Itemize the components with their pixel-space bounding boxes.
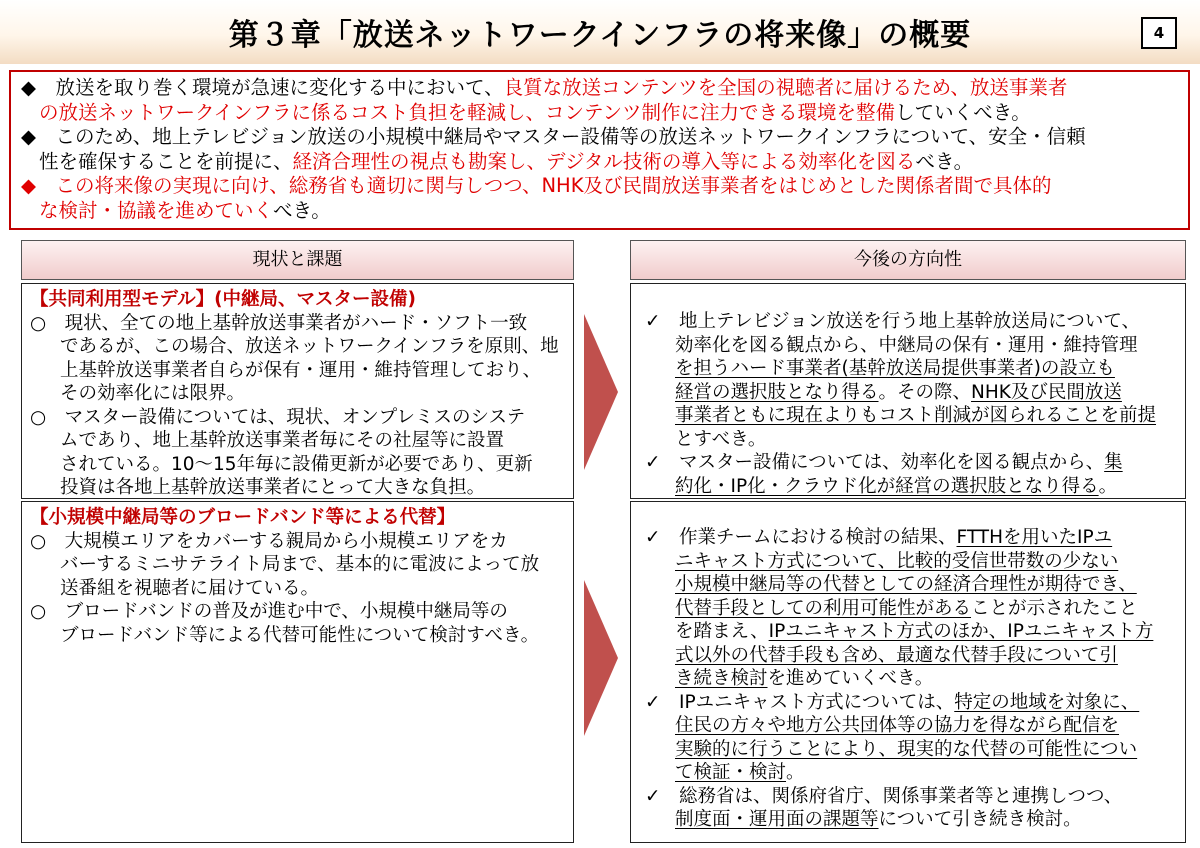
text-run: を進めていくべき。 [767,668,934,689]
text-run: 。その際、 [878,381,972,403]
direction-line [645,428,1179,452]
body-line: ○ 大規模エリアをカバーする親局から小規模エリアをカ [30,530,508,552]
body-line: ○ ブロードバンドの普及が進む中で、小規模中継局等の [30,601,508,622]
text-run: 住民の方々や地方公共団体等の協力を得ながら配信を [675,715,1120,736]
text-run: 経済合理性の視点も勘案し、デジタル技術の導入等による効率化を図る [292,149,916,173]
arrow-right-icon [584,314,618,470]
page-title: 第３章「放送ネットワークインフラの将来像」の概要 [228,18,972,53]
text-run: 代替手段としての利用可能性がある [675,597,972,619]
direction-line [645,381,1179,405]
right-section-shared-model [630,283,1186,499]
left-section-shared-model [21,283,574,499]
summary-line [21,150,1178,175]
text-run: 将来像の実現に向け、総務省も適切に関与しつつ、NHK及び民間放送事業者をはじめとした関係者間で具体的 [94,174,1052,197]
text-run: 。 [1098,475,1118,497]
body-line: されている。10～15年毎に設備更新が必要であり、更新 [60,453,533,475]
text-run: 良質な放送コンテンツを全国の視聴者に届けるため、放送事業者 [503,76,1068,99]
text-run: NHK及び民間放送 [971,381,1122,403]
text-run: べき。 [915,149,974,173]
body-line: であるが、この場合、放送ネットワークインフラを原則、地 [60,336,559,357]
text-run: ◆ この [21,174,95,197]
text-run: ✓ 総務省は、関係府省庁、関係事業者等と連携しつつ、 [645,785,1123,807]
text-run: 経営の選択肢となり得る [675,381,879,403]
text-run: 性を確保することを前提に、 [39,149,293,173]
direction-line [645,620,1179,644]
direction-line [645,475,1179,499]
direction-line [645,644,1179,668]
body-line: 投資は各地上基幹放送事業者にとって大きな負担。 [60,477,486,498]
direction-line [645,738,1179,762]
direction-line [645,714,1179,738]
body-line: ムであり、地上基幹放送事業者毎にその社屋等に設置 [60,430,505,451]
text-run: を担うハード事業者(基幹放送局提供事業者)の設立も [675,358,1115,379]
body-line: ブロードバンド等による代替可能性について検討すべき。 [60,624,540,646]
direction-line [645,761,1179,785]
page-number: 4 [1141,17,1177,49]
text-run: 。 [786,762,805,783]
summary-box [9,70,1190,230]
direction-line [645,785,1179,809]
direction-line [645,334,1179,358]
text-run: 制度面・運用面の課題等 [675,809,879,830]
text-run: の放送ネットワークインフラに係るコスト負担を軽減し、コンテンツ制作に注力できる環境を整備 [39,100,896,124]
text-run: 効率化を図る観点から、中継局の保有・運用・維持管理 [675,334,1138,356]
future-direction-header: 今後の方向性 [630,240,1186,280]
summary-line [21,199,1178,224]
direction-line [645,808,1179,832]
direction-line [645,451,1179,475]
text-run: ✓ 地上テレビジョン放送を行う地上基幹放送局について、 [645,311,1141,332]
text-run: 式以外の代替手段も含め、最適な代替手段について引 [675,644,1118,666]
text-run: していくべき。 [895,100,1031,124]
current-issues-header: 現状と課題 [21,240,574,280]
direction-line [645,550,1179,574]
text-run: ニキャスト方式について、比較的受信世帯数の少ない [675,550,1119,572]
text-run: て検証・検討 [675,762,787,783]
text-run: 実験的に行うことにより、現実的な代替の可能性につい [675,738,1138,760]
text-run: な検討・協議を進めていく [39,198,274,222]
body-line: バーするミニサテライト局まで、基本的に電波によって放 [60,554,540,575]
body-line: ○ 現状、全ての地上基幹放送事業者がハード・ソフト一致 [30,312,528,334]
text-run: べき。 [273,198,331,222]
right-section-broadband [630,501,1186,843]
body-line: 送番組を視聴者に届けている。 [60,577,320,599]
left-section-broadband [21,501,574,843]
direction-line [645,667,1179,691]
text-run: IPユニキャスト方式のほか、IPユニキャスト方 [768,621,1154,642]
text-run: 事業者ともに現在よりもコスト削減が図られることを前提 [675,405,1157,426]
body-line: ○ マスター設備については、現状、オンプレミスのシステ [30,406,526,428]
section-heading-shared-model: 【共同利用型モデル】(中継局、マスター設備) [30,289,416,310]
text-run: 小規模中継局等の代替としての経済合理性が期待でき、 [675,574,1137,595]
direction-line [645,357,1179,381]
text-run: ◆ このため、地上テレビジョン放送の小規模中継局やマスター設備等の放送ネットワークインフラについて、安全・信頼 [21,125,1086,148]
section-heading-broadband: 【小規模中継局等のブロードバンド等による代替】 [30,507,456,528]
arrow-right-icon [584,580,618,736]
text-run: ◆ 放送を取り巻く環境が急速に変化する中において、 [21,76,504,99]
text-run: FTTHを用いたIPユ [956,527,1113,548]
text-run: 約化・IP化・クラウド化が経営の選択肢となり得る [675,475,1099,497]
summary-line [21,76,1178,101]
text-run: ことが示されたこと [971,597,1138,619]
text-run: について引き続き検討。 [878,809,1082,830]
text-run: ✓ 作業チームにおける検討の結果、 [645,527,957,548]
direction-line [645,573,1179,597]
text-run: 集 [1104,452,1123,473]
text-run: を踏まえ、 [675,621,769,642]
summary-line [21,125,1178,150]
text-run: 特定の地域を対象に、 [954,691,1140,713]
summary-line [21,174,1178,199]
summary-line [21,101,1178,126]
direction-line [645,310,1179,334]
direction-line [645,404,1179,428]
body-line: 上基幹放送事業者自らが保有・運用・維持管理しており、 [60,359,542,381]
direction-line [645,597,1179,621]
text-run: き続き検討 [675,668,768,689]
body-line: その効率化には限界。 [60,383,246,404]
text-run: ✓ マスター設備については、効率化を図る観点から、 [645,452,1105,473]
direction-line [645,691,1179,715]
text-run: ✓ IPユニキャスト方式については、 [645,691,955,713]
text-run: とすべき。 [675,428,767,450]
direction-line [645,526,1179,550]
